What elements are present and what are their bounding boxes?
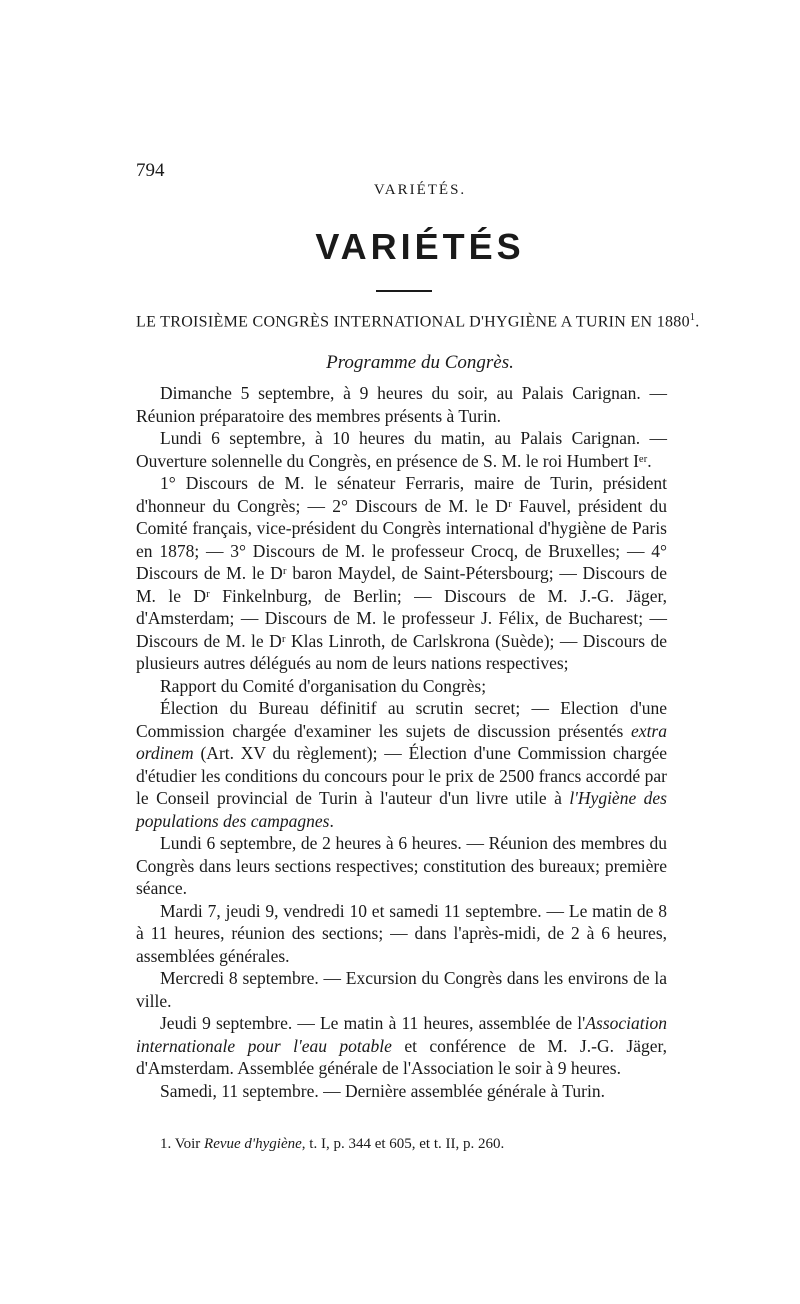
- paragraph-2: [136, 472, 667, 675]
- paragraph-italic-text: l'Hygiène des populations des campagnes: [136, 788, 667, 831]
- paragraph-1: [136, 427, 667, 472]
- paragraph-text: et conférence de M. J.-G. Jäger, d'Amsterdam. Assemblée générale de l'Association le soir à 9 heures.: [136, 1035, 667, 1078]
- paragraph-text: (Art. XV du règlement); — Élection d'une Commission chargée d'étudier les conditions du concours pour le prix de 2500 francs accordé par le Conseil provincial de Turin à l'auteur d'un livre utile à: [136, 743, 667, 808]
- paragraph-text: Mardi 7, jeudi 9, vendredi 10 et samedi 11 septembre. — Le matin de 8 à 11 heures, réunion des sections; — dans l'après-midi, de 2 à 6 heures, assemblées générales.: [136, 900, 667, 966]
- paragraph-text: Jeudi 9 septembre. — Le matin à 11 heures, assemblée de l': [160, 1013, 586, 1033]
- paragraph-text: Mercredi 8 septembre. — Excursion du Congrès dans les environs de la ville.: [136, 968, 667, 1011]
- footnote-number: 1.: [160, 1136, 172, 1152]
- section-title: VARIÉTÉS: [315, 226, 525, 267]
- body-text: [136, 382, 667, 1102]
- paragraph-text: Lundi 6 septembre, de 2 heures à 6 heures. — Réunion des membres du Congrès dans leurs sections respectives; constitution des bureaux; première séance.: [136, 833, 667, 898]
- footnote: [160, 1136, 680, 1153]
- paragraph-text: Dimanche 5 septembre, à 9 heures du soir, au Palais Carignan. — Réunion préparatoire des membres présents à Turin.: [136, 383, 667, 426]
- running-head: VARIÉTÉS.: [373, 182, 467, 198]
- paragraph-5: [136, 832, 667, 900]
- paragraph-3: [136, 675, 667, 698]
- programme-subtitle: Programme du Congrès.: [326, 352, 514, 373]
- footnote-text: , t. I, p. 344 et 605, et t. II, p. 260.: [301, 1136, 505, 1152]
- paragraph-text: Lundi 6 septembre, à 10 heures du matin, au Palais Carignan. — Ouverture solennelle du Congrès, en présence de S. M. le roi Humbert Iᵉʳ.: [136, 428, 667, 471]
- paragraph-italic-text: Association internationale pour l'eau potable: [136, 1013, 667, 1056]
- paragraph-text: .: [329, 810, 334, 831]
- article-title: LE TROISIÈME CONGRÈS INTERNATIONAL D'HYGIÈNE A TURIN EN 1880$^1$.: [136, 312, 700, 331]
- paragraph-text: Rapport du Comité d'organisation du Congrès;: [160, 675, 487, 696]
- paragraph-0: [136, 382, 667, 427]
- paragraph-7: [136, 967, 667, 1012]
- divider-rule: [376, 290, 432, 292]
- footnote-marker: 1: [689, 312, 696, 323]
- paragraph-text: Samedi, 11 septembre. — Dernière assemblée générale à Turin.: [160, 1080, 605, 1101]
- page-number: 794: [136, 160, 165, 181]
- paragraph-9: [136, 1080, 667, 1103]
- paragraph-4: [136, 697, 667, 832]
- paragraph-text: Élection du Bureau définitif au scrutin secret; — Election d'une Commission chargée d'examiner les sujets de discussion présentés: [136, 698, 667, 741]
- article-title-text: LE TROISIÈME CONGRÈS INTERNATIONAL D'HYGIÈNE A TURIN EN 1880: [136, 313, 690, 331]
- paragraph-text: 1° Discours de M. le sénateur Ferraris, maire de Turin, président d'honneur du Congrès; — 2° Discours de M. le Dʳ Fauvel, président du Comité français, vice-président du Congrès international d'hygiène de Paris en 1878; — 3° Discours de M. le professeur Crocq, de Bruxelles; — 4° Discours de M. le Dʳ baron Maydel, de Saint-Pétersbourg; — Discours de M. le Dʳ Finkelnburg, de Berlin; — Discours de M. J.-G. Jäger, d'Amsterdam; — Discours de M. le professeur J. Félix, de Bucharest; — Discours de M. le Dʳ Klas Linroth, de Carlskrona (Suède); — Discours de plusieurs autres délégués au nom de leurs nations respectives;: [136, 473, 667, 673]
- footnote-text: Voir: [174, 1136, 205, 1152]
- paragraph-8: [136, 1012, 667, 1080]
- footnote-journal: Revue d'hygiène: [204, 1136, 302, 1152]
- paragraph-6: [136, 900, 667, 968]
- paragraph-italic-text: extra ordinem: [136, 720, 667, 763]
